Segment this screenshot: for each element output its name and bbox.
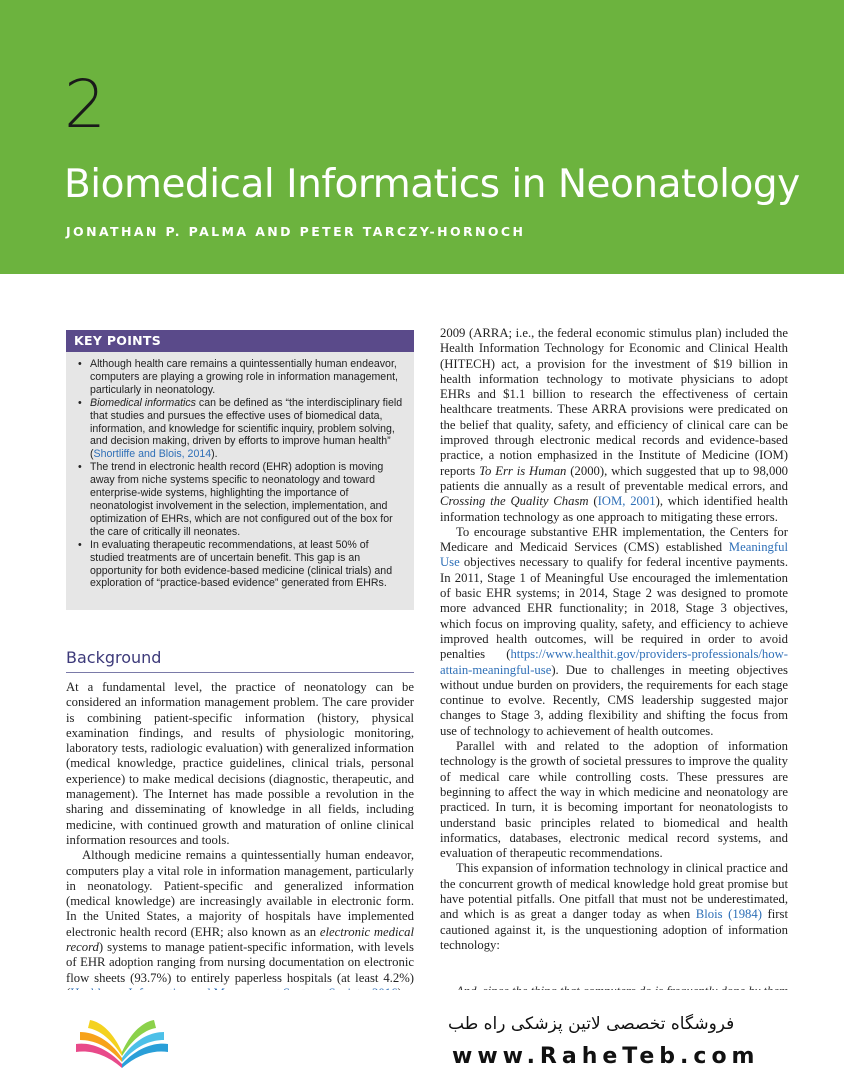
- chapter-header: [0, 0, 844, 274]
- key-point-item: • Biomedical informatics can be defined as “the interdisciplinary field that studies and pursues the effective uses of biomedical data, information, and knowledge for scientific inquiry, problem solving, and decision making, driven by efforts to improve human health” (Shortliffe and Blois, 2014).: [78, 397, 404, 462]
- citation-link[interactable]: IOM, 2001: [597, 494, 656, 509]
- key-point-item: • In evaluating therapeutic recommendations, at least 50% of studied treatments are of uncertain benefit. This gap is an opportunity for both evidence-based medicine (clinical trials) and exploration of “practice-based evidence” generated from EHRs.: [78, 539, 404, 591]
- key-points-box: [66, 330, 414, 610]
- chapter-title: Biomedical Informatics in Neonatology: [64, 162, 800, 207]
- paragraph: This expansion of information technology in clinical practice and the concurrent growth of medical knowledge hold great promise but have potential pitfalls. One pitfall that must not be underestimated, and which is as great a danger today as when Blois (1984) first cautioned against it, is the unquestioning adoption of information technology:: [440, 861, 788, 952]
- shop-url: www.RaheTeb.com: [452, 1044, 760, 1069]
- paragraph: Parallel with and related to the adoption of information technology is the growth of societal pressures to improve the quality of medical care while controlling costs. These pressures are beginning to affect the way in which medicine and neonatology are practiced. In turn, it is becoming important for neonatologists to understand basic principles related to biomedical and health informatics, databases, electronic medical record systems, and evaluation of therapeutic recommendations.: [440, 739, 788, 861]
- paragraph: 2009 (ARRA; i.e., the federal economic stimulus plan) included the Health Information Technology for Economic and Clinical Health (HITECH) act, a provision for the investment of $19 billion in health information technology to motivate physicians to adopt EHRs and $1.1 billion to research the effectiveness of certain healthcare treatments. These ARRA provisions were predicated on the belief that quality, safety, and efficiency of clinical care can be improved through electronic medical records and evidence-based practice, a notion emphasized in the Institute of Medicine (IOM) reports To Err is Human (2000), which suggested that up to 98,000 patients die annually as a result of preventable medical errors, and Crossing the Quality Chasm (IOM, 2001), which identified health information technology as one approach to mitigating these errors.: [440, 326, 789, 524]
- key-point-item: • Although health care remains a quintessentially human endeavor, computers are playing a growing role in information management, particularly in neonatology.: [78, 358, 404, 397]
- chapter-authors: JONATHAN P. PALMA AND PETER TARCZY-HORNOCH: [66, 224, 526, 239]
- section-divider: [66, 672, 414, 673]
- paragraph: To encourage substantive EHR implementation, the Centers for Medicare and Medicaid Services (CMS) established Meaningful Use objectives necessary to qualify for federal incentive payments. In 2011, Stage 1 of Meaningful Use encouraged the imlementation of basic EHR systems; in 2014, Stage 2 was designed to promote more advanced EHR functionality; in 2018, Stage 3 objectives, which focus on improving quality, safety, and efficiency to achieve improved health outcomes, will be required in order to avoid penalties (https://www.healthit.gov/providers-professionals/how-attain-meaningful-use). Due to challenges in meeting objectives without undue burden on providers, the requirements for each stage continue to evolve. Recently, CMS leadership suggested major changes to Stage 3, adding flexibility and shifting the focus from use of technology to achievement of health outcomes.: [440, 524, 788, 738]
- healthit-url-link[interactable]: https://www.healthit.gov/providers-professionals/how-attain-meaningful-use: [440, 647, 788, 677]
- left-column: [66, 680, 414, 1001]
- key-points-heading: KEY POINTS: [66, 330, 414, 352]
- paragraph: Although medicine remains a quintessentially human endeavor, computers play a vital role in information management, particularly in neonatology. Patient-specific and generalized information (medical knowledge) are increasingly available in electronic form. In the United States, a majority of hospitals have implemented electronic health record (EHR; also known as an electronic medical record) systems to manage patient-specific information, with levels of EHR adoption ranging from nursing documentation on electronic flow sheets (93.7%) to entirely paperless hospitals (at least 4.2%): [66, 848, 414, 1001]
- chapter-number: 2: [64, 66, 106, 143]
- meaningful-use-link[interactable]: Meaningful Use: [440, 540, 788, 570]
- citation-link[interactable]: Shortliffe and Blois, 2014: [93, 448, 212, 461]
- right-column: [440, 326, 788, 953]
- section-heading-background: Background: [66, 648, 162, 667]
- shop-name: فروشگاه تخصصی لاتین پزشکی راه طب: [448, 1014, 735, 1034]
- book-logo-icon: [72, 1008, 172, 1072]
- citation-link[interactable]: Blois (1984): [695, 907, 762, 922]
- key-point-item: • The trend in electronic health record (EHR) adoption is moving away from niche systems specific to neonatology and toward enterprise-wide systems, highlighting the importance of neonatologist involvement in the selection, implementation, and optimization of EHRs, which are not configured out of the box for the care of critically ill neonates.: [78, 461, 404, 538]
- paragraph: At a fundamental level, the practice of neonatology can be considered an information management problem. The care provider is combining patient-specific information (history, physical examination findings, and results of physiologic monitoring, laboratory tests, radiologic evaluation) with generalized information (medical knowledge, practice guidelines, clinical trials, personal experience) to make medical decisions (diagnostic, therapeutic, and management). The Internet has made possible a revolution in the sharing and disseminating of knowledge in all fields, including medicine, with continued growth and maturation of online clinical information resources and tools.: [66, 680, 414, 847]
- key-points-list: [66, 352, 414, 590]
